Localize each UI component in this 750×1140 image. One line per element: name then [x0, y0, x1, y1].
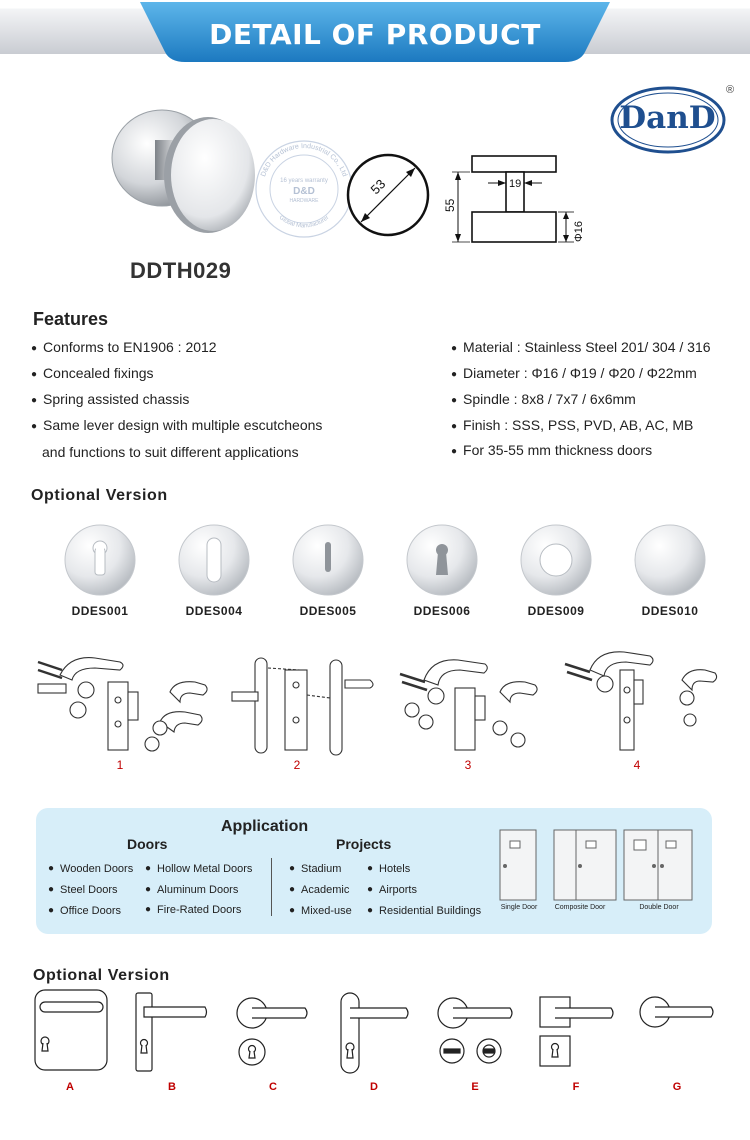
feature-right-2: ● Diameter : Φ16 / Φ19 / Φ20 / Φ22mm: [451, 365, 697, 381]
install-diagram-4: [565, 652, 717, 750]
feature-right-3: ● Spindle : 8x8 / 7x7 / 6x6mm: [451, 391, 636, 407]
lever-option-a: [35, 990, 107, 1070]
option-letter-a: A: [66, 1081, 74, 1093]
svg-text:19: 19: [509, 178, 522, 190]
feature-left-4-continued: and functions to suit different applications: [42, 444, 299, 460]
install-diagram-2: [232, 658, 373, 755]
feature-left-1: ● Conforms to EN1906 : 2012: [31, 339, 217, 355]
single-door-illustration: [500, 830, 536, 900]
product-model: DDTH029: [130, 258, 232, 283]
escutcheon-ddes005: [293, 525, 363, 595]
escutcheon-code-5: DDES009: [527, 604, 585, 618]
project-type-item: ● Mixed-use: [289, 905, 352, 917]
door-type-item: ● Fire-Rated Doors: [145, 904, 241, 916]
door-type-item: ● Hollow Metal Doors: [145, 863, 252, 875]
product-knob-image: [100, 100, 270, 250]
composite-door-illustration: [554, 830, 616, 900]
projects-heading: Projects: [336, 836, 392, 852]
svg-text:55: 55: [443, 198, 457, 212]
install-diagram-3: [400, 660, 537, 750]
escutcheon-code-1: DDES001: [71, 604, 129, 618]
installation-diagrams: [0, 640, 750, 760]
lever-option-e: [438, 998, 512, 1063]
svg-text:D&D: D&D: [293, 186, 315, 197]
escutcheon-code-2: DDES004: [185, 604, 243, 618]
page-title: DETAIL OF PRODUCT: [209, 18, 541, 51]
side-dimension-diagram: [440, 150, 600, 250]
application-divider: [271, 858, 272, 916]
escutcheon-code-6: DDES010: [641, 604, 699, 618]
option-letter-f: F: [572, 1081, 580, 1093]
door-type-item: ● Steel Doors: [48, 884, 118, 896]
feature-right-5: ● For 35-55 mm thickness doors: [451, 442, 652, 458]
feature-right-1: ● Material : Stainless Steel 201/ 304 / 316: [451, 339, 711, 355]
install-number-3: 3: [464, 758, 472, 772]
escutcheon-row: [0, 520, 750, 605]
svg-text:Φ16: Φ16: [573, 220, 585, 242]
option-letter-e: E: [471, 1081, 479, 1093]
escutcheon-ddes006: [407, 525, 477, 595]
lever-option-g: [640, 997, 713, 1027]
svg-text:16 years warranty: 16 years warranty: [280, 178, 328, 184]
project-type-item: ● Stadium: [289, 863, 341, 875]
lever-option-c: [237, 998, 307, 1065]
door-type-item: ● Aluminum Doors: [145, 884, 238, 896]
option-letter-d: D: [370, 1081, 378, 1093]
composite-door-caption: Composite Door: [554, 904, 606, 911]
single-door-caption: Single Door: [500, 904, 538, 911]
door-illustrations: [490, 826, 700, 904]
project-type-item: ● Hotels: [367, 863, 410, 875]
option-letter-b: B: [168, 1081, 176, 1093]
application-title: Application: [221, 818, 309, 835]
svg-text:HARDWARE: HARDWARE: [289, 198, 319, 204]
registered-mark: ®: [726, 84, 735, 96]
door-type-item: ● Wooden Doors: [48, 863, 133, 875]
feature-right-4: ● Finish : SSS, PSS, PVD, AB, AC, MB: [451, 417, 693, 433]
svg-text:53: 53: [367, 176, 389, 198]
escutcheon-ddes004: [179, 525, 249, 595]
feature-left-2: ● Concealed fixings: [31, 365, 154, 381]
door-type-item: ● Office Doors: [48, 905, 121, 917]
features-title: Features: [33, 309, 109, 329]
diameter-diagram: [343, 150, 433, 240]
feature-left-4: ● Same lever design with multiple escutcheons: [31, 417, 322, 433]
option-letter-c: C: [269, 1081, 277, 1093]
escutcheon-ddes009: [521, 525, 591, 595]
lever-options-row: [0, 985, 750, 1075]
option-letter-g: G: [672, 1081, 682, 1093]
escutcheon-ddes010: [635, 525, 705, 595]
project-type-item: ● Airports: [367, 884, 417, 896]
optional-version-2-title: Optional Version: [33, 967, 170, 984]
project-type-item: ● Academic: [289, 884, 349, 896]
install-number-1: 1: [116, 758, 124, 772]
doors-heading: Doors: [127, 836, 168, 852]
escutcheon-code-4: DDES006: [413, 604, 471, 618]
install-diagram-1: [38, 658, 207, 751]
lever-option-f: [540, 997, 613, 1066]
install-number-4: 4: [633, 758, 641, 772]
optional-version-title: Optional Version: [31, 487, 168, 504]
lever-option-d: [341, 993, 408, 1073]
svg-text:Global Manufacturer: Global Manufacturer: [277, 214, 331, 230]
double-door-illustration: [624, 830, 692, 900]
project-type-item: ● Residential Buildings: [367, 905, 481, 917]
brand-logo-text: DanD: [619, 100, 716, 136]
svg-text:D&D Hardware Industrial Co., L: D&D Hardware Industrial Co., Ltd: [260, 142, 348, 178]
feature-left-3: ● Spring assisted chassis: [31, 391, 189, 407]
install-number-2: 2: [293, 758, 301, 772]
lever-option-b: [136, 993, 207, 1071]
escutcheon-code-3: DDES005: [299, 604, 357, 618]
escutcheon-ddes001: [65, 525, 135, 595]
watermark-stamp: [253, 138, 355, 240]
double-door-caption: Double Door: [639, 904, 679, 911]
